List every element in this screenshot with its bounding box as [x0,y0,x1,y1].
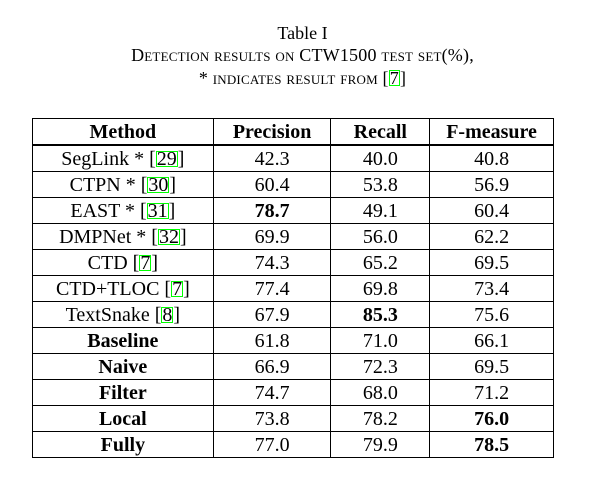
method-name: CTD [ [87,251,140,274]
method-name: EAST * [ [70,199,147,222]
citation-close: ] [177,147,185,170]
method-cell [33,354,214,380]
method-cell [33,172,214,198]
citation-link[interactable]: 31 [147,199,168,222]
method-cell [33,406,214,432]
fmeasure-cell: 73.4 [430,276,554,302]
precision-cell: 42.3 [213,145,331,172]
header-fmeasure: F-measure [430,119,554,146]
table-row [33,145,554,172]
method-name: CTPN * [ [69,173,148,196]
table-row [33,380,554,406]
recall-cell: 72.3 [331,354,430,380]
citation-close: ] [151,251,159,274]
table-row [33,302,554,328]
citation-close: ] [179,225,187,248]
citation-close: ] [169,173,177,196]
precision-cell: 66.9 [213,354,331,380]
recall-cell: 85.3 [331,302,430,328]
method-cell [33,328,214,354]
header-method: Method [33,119,214,146]
precision-cell: 77.4 [213,276,331,302]
citation-link[interactable]: 32 [158,225,179,248]
fmeasure-cell: 75.6 [430,302,554,328]
method-name: Local [98,407,147,430]
method-cell [33,250,214,276]
recall-cell: 56.0 [331,224,430,250]
method-name: DMPNet * [ [59,225,158,248]
citation-close: ] [173,303,181,326]
fmeasure-cell: 60.4 [430,198,554,224]
method-cell [33,432,214,458]
recall-cell: 79.9 [331,432,430,458]
method-name: Fully [100,433,146,456]
recall-cell: 69.8 [331,276,430,302]
citation-link[interactable]: 7 [172,277,183,300]
header-recall: Recall [331,119,430,146]
method-cell [33,198,214,224]
fmeasure-cell: 69.5 [430,354,554,380]
method-cell [33,276,214,302]
method-name: Baseline [87,329,159,352]
method-cell [33,224,214,250]
header-precision: Precision [213,119,331,146]
table-caption-line-2 [0,67,605,89]
recall-cell: 40.0 [331,145,430,172]
recall-cell: 49.1 [331,198,430,224]
method-name: TextSnake [ [65,303,162,326]
recall-cell: 78.2 [331,406,430,432]
method-name: CTD+TLOC [ [55,277,172,300]
table-number: Table I [277,23,328,43]
precision-cell: 60.4 [213,172,331,198]
table-row [33,172,554,198]
recall-cell: 53.8 [331,172,430,198]
fmeasure-cell: 66.1 [430,328,554,354]
precision-cell: 69.9 [213,224,331,250]
method-name: Filter [98,381,147,404]
citation-link[interactable]: 29 [156,147,177,170]
table-row [33,276,554,302]
method-cell [33,302,214,328]
table-body [33,145,554,458]
fmeasure-cell: 62.2 [430,224,554,250]
fmeasure-cell: 40.8 [430,145,554,172]
precision-cell: 73.8 [213,406,331,432]
fmeasure-cell: 78.5 [430,432,554,458]
precision-cell: 77.0 [213,432,331,458]
table-row [33,406,554,432]
citation-close: ] [168,199,176,222]
recall-cell: 68.0 [331,380,430,406]
method-cell [33,380,214,406]
table-row [33,328,554,354]
precision-cell: 74.3 [213,250,331,276]
header-row [33,119,554,146]
table-row [33,432,554,458]
table-caption-line-1: Detection results on CTW1500 test set(%), [131,45,474,65]
fmeasure-cell: 56.9 [430,172,554,198]
results-table [32,118,554,458]
fmeasure-cell: 71.2 [430,380,554,406]
table-row [33,354,554,380]
citation-link[interactable]: 8 [162,303,173,326]
recall-cell: 65.2 [331,250,430,276]
precision-cell: 61.8 [213,328,331,354]
fmeasure-cell: 76.0 [430,406,554,432]
precision-cell: 74.7 [213,380,331,406]
method-name: Naive [98,355,148,378]
caption-prefix: * indicates result from [ [198,68,389,88]
table-row [33,198,554,224]
caption-suffix: ] [399,68,407,88]
method-name: SegLink * [ [61,147,156,170]
recall-cell: 71.0 [331,328,430,354]
precision-cell: 67.9 [213,302,331,328]
citation-link[interactable]: 7 [389,68,399,88]
table-row [33,250,554,276]
method-cell [33,145,214,172]
citation-link[interactable]: 7 [140,251,151,274]
table-row [33,224,554,250]
citation-close: ] [183,277,190,300]
precision-cell: 78.7 [213,198,331,224]
fmeasure-cell: 69.5 [430,250,554,276]
citation-link[interactable]: 30 [148,173,169,196]
